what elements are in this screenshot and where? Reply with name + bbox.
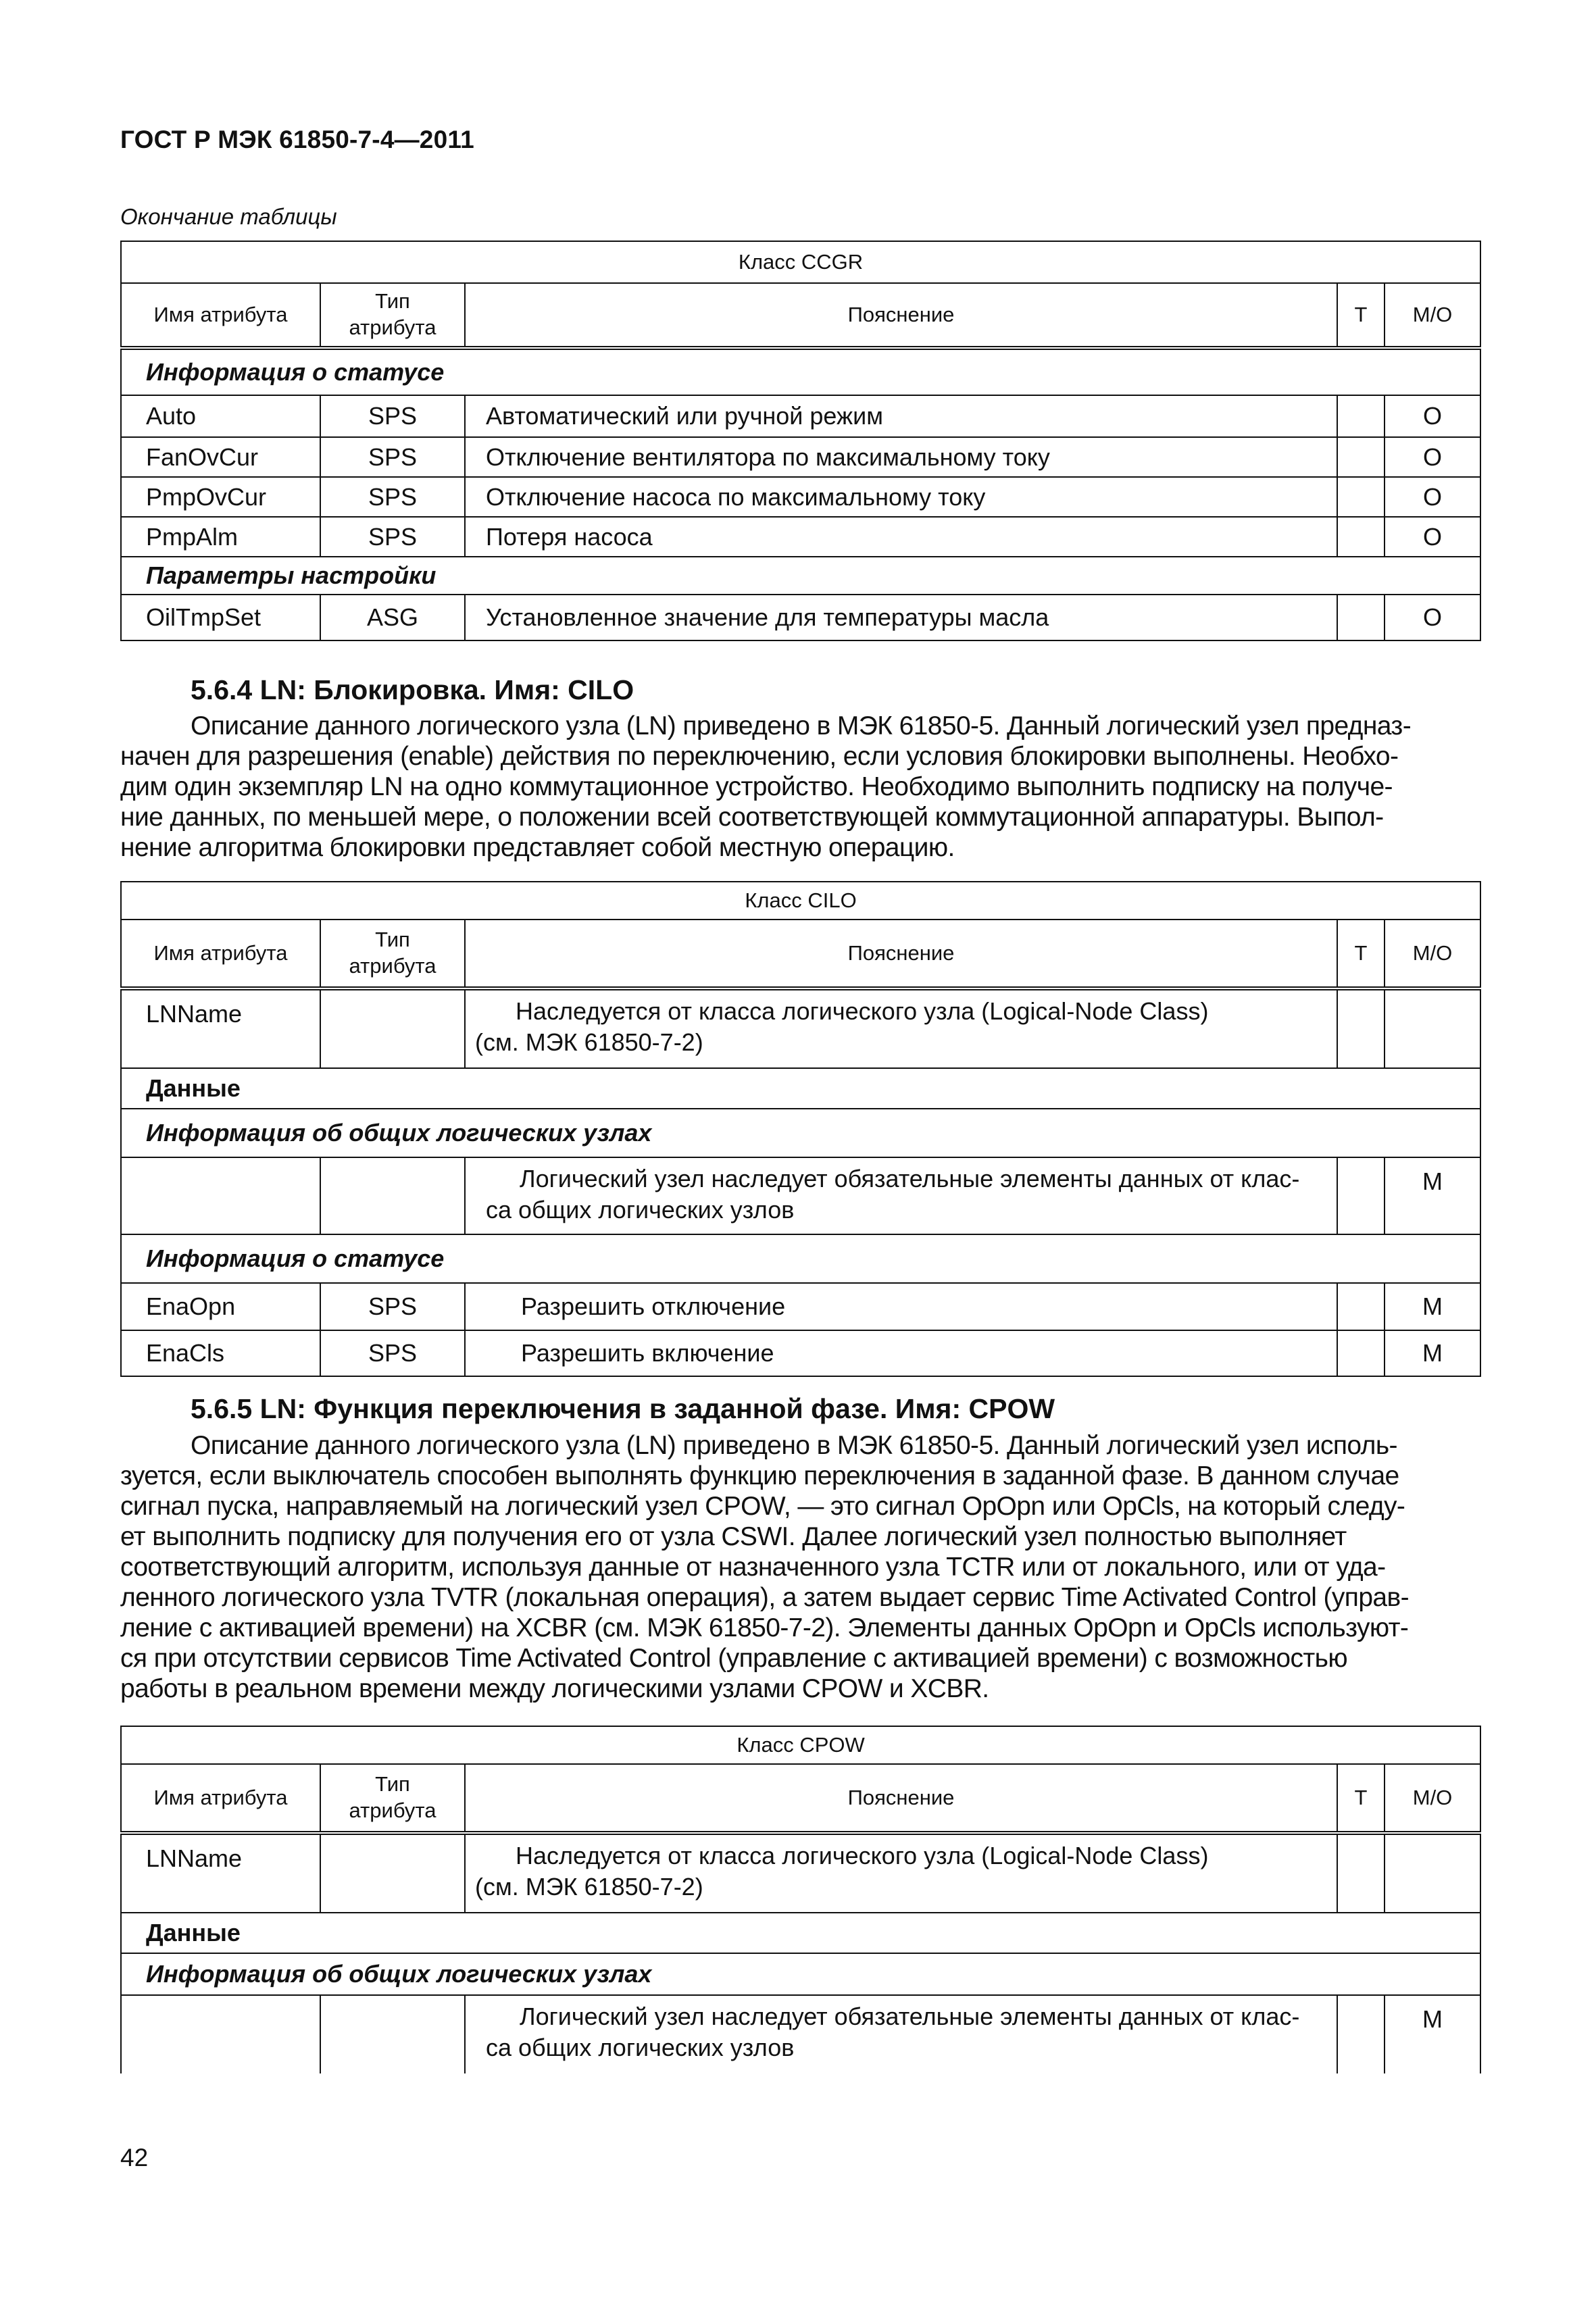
col-type: Тип атрибута	[320, 1764, 465, 1833]
attr-mo: М	[1385, 1283, 1480, 1330]
explanation-line: (см. МЭК 61850-7-2)	[475, 1873, 703, 1901]
explanation-line: (см. МЭК 61850-7-2)	[475, 1028, 703, 1056]
explanation-line: Логический узел наследует обязательные элементы данных от клас-	[520, 1165, 1300, 1192]
group-common: Информация об общих логических узлах	[121, 1109, 1480, 1157]
attr-explanation: Отключение вентилятора по максимальному току	[465, 437, 1337, 477]
table-row	[121, 517, 1480, 557]
paragraph-line: Описание данного логического узла (LN) приведено в МЭК 61850-5. Данный логический узел предназ-	[191, 711, 1412, 740]
attr-explanation: Разрешить отключение	[465, 1283, 1337, 1330]
attr-mo: О	[1385, 595, 1480, 640]
col-mo: М/О	[1385, 920, 1480, 988]
table-row	[121, 1157, 1480, 1234]
col-type: Тип атрибута	[320, 920, 465, 988]
paragraph-line: начен для разрешения (enable) действия по переключению, если условия блокировки выполнены. Необхо-	[120, 742, 1399, 771]
table-row	[121, 437, 1480, 477]
attr-name: FanOvCur	[121, 437, 320, 477]
group-settings: Параметры настройки	[121, 557, 1480, 595]
attr-name: Auto	[121, 395, 320, 437]
table-cilo	[120, 881, 1481, 1377]
explanation-line: са общих логических узлов	[486, 1196, 795, 1224]
attr-explanation: Разрешить включение	[465, 1330, 1337, 1376]
group-data: Данные	[121, 1068, 1480, 1109]
attr-t	[1337, 595, 1385, 640]
attr-mo: О	[1385, 517, 1480, 557]
attr-name: OilTmpSet	[121, 595, 320, 640]
paragraph-line: ся при отсутствии сервисов Time Activated Control (управление с активацией времени) с возможностью	[120, 1644, 1348, 1673]
attr-type: SPS	[320, 477, 465, 517]
col-explanation: Пояснение	[465, 920, 1337, 988]
group-data: Данные	[121, 1913, 1480, 1953]
attr-explanation: Автоматический или ручной режим	[465, 395, 1337, 437]
attr-type: SPS	[320, 437, 465, 477]
attr-type: ASG	[320, 595, 465, 640]
attr-type: SPS	[320, 517, 465, 557]
paragraph-line: нение алгоритма блокировки представляет собой местную операцию.	[120, 833, 955, 862]
paragraph-line: ление с активацией времени) на XCBR (см. МЭК 61850-7-2). Элементы данных OpOpn и OpCls используют-	[120, 1613, 1409, 1642]
attr-mo: М	[1385, 1995, 1480, 2073]
paragraph-line: зуется, если выключатель способен выполнять функцию переключения в заданной фазе. В данном случае	[120, 1461, 1399, 1490]
paragraph-line: Описание данного логического узла (LN) приведено в МЭК 61850-5. Данный логический узел исполь-	[191, 1431, 1397, 1460]
section-paragraph	[120, 1430, 1480, 1704]
attr-mo: М	[1385, 1157, 1480, 1234]
attr-t	[1337, 1283, 1385, 1330]
group-common: Информация об общих логических узлах	[121, 1953, 1480, 1995]
attr-name: PmpOvCur	[121, 477, 320, 517]
col-t: Т	[1337, 1764, 1385, 1833]
attr-type: SPS	[320, 1330, 465, 1376]
attr-name: EnaCls	[121, 1330, 320, 1376]
explanation-line: Наследуется от класса логического узла (Logical-Node Class)	[516, 997, 1209, 1025]
table-row	[121, 1833, 1480, 1913]
attr-mo: О	[1385, 395, 1480, 437]
table-row	[121, 988, 1480, 1068]
class-title: Класс CILO	[121, 882, 1480, 920]
attr-t	[1337, 395, 1385, 437]
page-header: ГОСТ Р МЭК 61850-7-4—2011	[120, 126, 474, 153]
attr-explanation: Отключение насоса по максимальному току	[465, 477, 1337, 517]
paragraph-line: ленного логического узла TVTR (локальная операция), а затем выдает сервис Time Activated Control (управ-	[120, 1583, 1410, 1612]
paragraph-line: соответствующий алгоритм, используя данные от назначенного узла TCTR или от локального, или от уда-	[120, 1553, 1386, 1582]
paragraph-line: дим один экземпляр LN на одно коммутационное устройство. Необходимо выполнить подписку на получе-	[120, 772, 1393, 801]
col-explanation: Пояснение	[465, 1764, 1337, 1833]
col-explanation: Пояснение	[465, 283, 1337, 348]
section-title: 5.6.5 LN: Функция переключения в заданной фазе. Имя: CPOW	[191, 1393, 1055, 1424]
attr-t	[1337, 1330, 1385, 1376]
attr-mo: О	[1385, 437, 1480, 477]
page-number: 42	[120, 2144, 149, 2171]
attr-name: PmpAlm	[121, 517, 320, 557]
paragraph-line: ет выполнить подписку для получения его от узла CSWI. Далее логический узел полностью выполняет	[120, 1522, 1347, 1551]
attr-name: EnaOpn	[121, 1283, 320, 1330]
class-title: Класс CCGR	[121, 241, 1480, 283]
attr-type: SPS	[320, 395, 465, 437]
attr-explanation: Потеря насоса	[465, 517, 1337, 557]
col-name: Имя атрибута	[121, 1764, 320, 1833]
attr-type: SPS	[320, 1283, 465, 1330]
paragraph-line: ние данных, по меньшей мере, о положении всей соответствующей коммутационной аппаратуры. Выпол-	[120, 803, 1384, 832]
col-type: Тип атрибута	[320, 283, 465, 348]
col-t: Т	[1337, 283, 1385, 348]
explanation-line: са общих логических узлов	[486, 2034, 795, 2061]
explanation-line: Логический узел наследует обязательные элементы данных от клас-	[520, 2003, 1300, 2030]
col-name: Имя атрибута	[121, 283, 320, 348]
attr-t	[1337, 477, 1385, 517]
table-cpow	[120, 1726, 1481, 2073]
group-status: Информация о статусе	[121, 348, 1480, 395]
col-mo: М/О	[1385, 283, 1480, 348]
class-title: Класс CPOW	[121, 1726, 1480, 1764]
table-row	[121, 395, 1480, 437]
explanation-line: Наследуется от класса логического узла (Logical-Node Class)	[516, 1842, 1209, 1869]
section-title: 5.6.4 LN: Блокировка. Имя: CILO	[191, 674, 634, 705]
section-paragraph	[120, 711, 1480, 863]
table-row	[121, 595, 1480, 640]
paragraph-line: сигнал пуска, направляемый на логический узел CPOW, — это сигнал OpOpn или OpCls, на который следу-	[120, 1492, 1405, 1521]
attr-mo: О	[1385, 477, 1480, 517]
col-mo: М/О	[1385, 1764, 1480, 1833]
attr-mo: М	[1385, 1330, 1480, 1376]
table-row	[121, 1283, 1480, 1330]
attr-name: LNName	[121, 988, 320, 1068]
attr-name: LNName	[121, 1833, 320, 1913]
table-row	[121, 1995, 1480, 2073]
table-caption: Окончание таблицы	[120, 204, 337, 229]
attr-t	[1337, 437, 1385, 477]
col-name: Имя атрибута	[121, 920, 320, 988]
attr-t	[1337, 517, 1385, 557]
table-row	[121, 477, 1480, 517]
col-t: Т	[1337, 920, 1385, 988]
attr-explanation: Установленное значение для температуры масла	[465, 595, 1337, 640]
table-ccgr	[120, 241, 1481, 641]
table-row	[121, 1330, 1480, 1376]
group-status: Информация о статусе	[121, 1234, 1480, 1283]
paragraph-line: работы в реальном времени между логическими узлами CPOW и XCBR.	[120, 1674, 989, 1703]
